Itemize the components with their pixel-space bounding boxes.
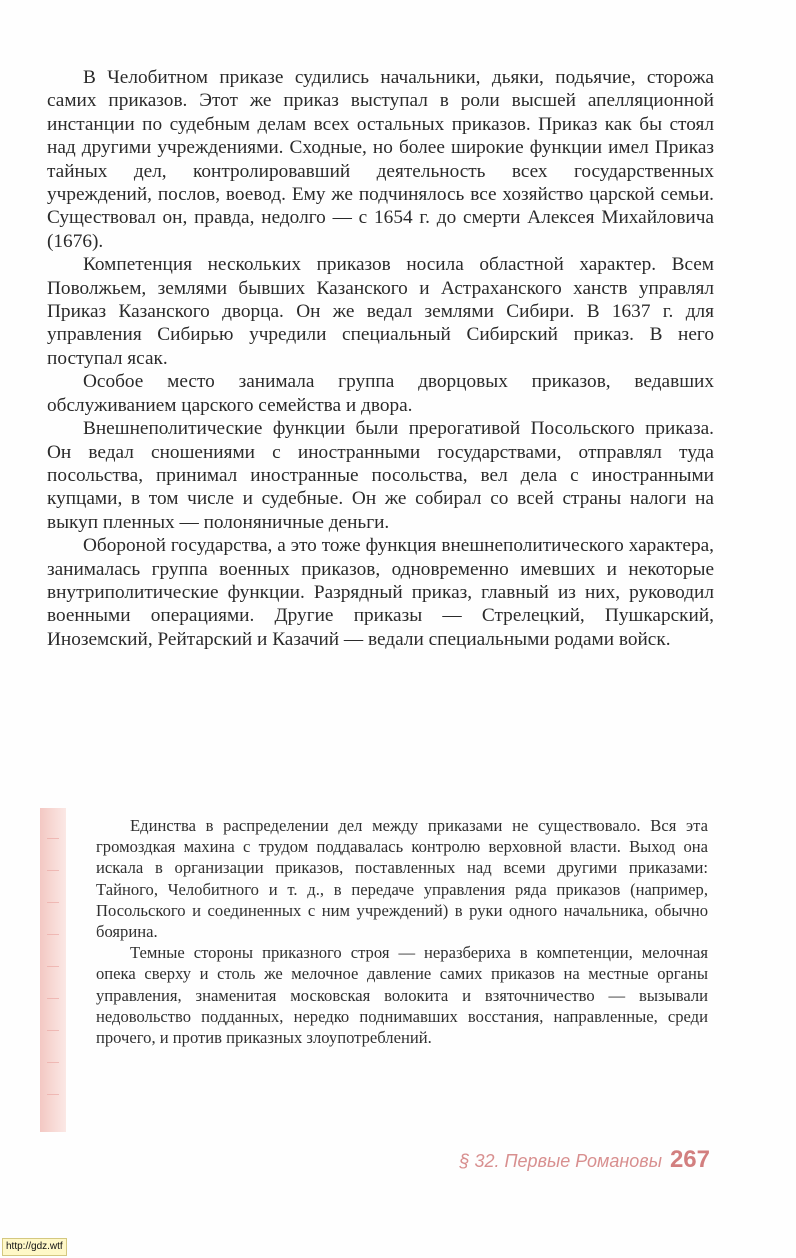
paragraph: Внешнеполитические функции были прерогативой Посольского приказа. Он ведал сношениями с иностранными государствами, отправлял туда посольства, принимал иностранные посольства, вел дела с иностранными купцами, в том числе и судебные. Он же собирал со всей страны налоги на выкуп пленных — полоняничные деньги. [47, 418, 714, 533]
page-footer [428, 1146, 710, 1180]
watermark-link[interactable]: http://gdz.wtf [2, 1238, 67, 1256]
paragraph: Обороной государства, а это тоже функция внешнеполитического характера, занималась группа военных приказов, одновременно имевших и некоторые внутриполитические функции. Разрядный приказ, главный из них, руководил военными операциями. Другие приказы — Стрелецкий, Пушкарский, Иноземский, Рейтарский и Казачий — ведали специальными родами войск. [47, 535, 714, 650]
paragraph: В Челобитном приказе судились начальники, дьяки, подьячие, сторожа самих приказов. Этот же приказ выступал в роли высшей апелляционной инстанции по судебным делам всех остальных приказов. Приказ как бы стоял над другими учреждениями. Сходные, но более широкие функции имел Приказ тайных дел, контролировавший деятельность всех государственных учреждений, послов, воевод. Ему же подчинялось все хозяйство царской семьи. Существовал он, правда, недолго — с 1654 г. до смерти Алексея Михайловича (1676). [47, 67, 714, 252]
note-paragraph: Темные стороны приказного строя — неразбериха в компетенции, мелочная опека сверху и столь же мелочное давление самих приказов на местные органы управления, знаменитая московская волокита и взяточничество — вызывали недовольство подданных, нередко поднимавших восстания, направленные, среди прочего, и против приказных злоупотреблений. [96, 943, 708, 1048]
note-paragraph: Единства в распределении дел между приказами не существовало. Вся эта громоздкая махина с трудом поддавалась контролю верховной власти. Выход она искала в организации приказов, поставленных над всеми другими приказами: Тайного, Челобитного и т. д., в передаче управления ряда приказов (например, Посольского и соединенных с ним учреждений) в руки одного начальника, обычно боярина. [96, 816, 708, 942]
paragraph: Компетенция нескольких приказов носила областной характер. Всем Поволжьем, землями бывших Казанского и Астраханского ханств управлял Приказ Казанского дворца. Он же ведал землями Сибири. В 1637 г. для управления Сибирью учредили специальный Сибирский приказ. В него поступал ясак. [47, 254, 714, 369]
page-number: 267 [669, 1146, 710, 1173]
section-title: § 32. Первые Романовы [459, 1151, 662, 1171]
main-text-block [47, 66, 714, 651]
note-text-block [96, 815, 708, 1048]
paragraph: Особое место занимала группа дворцовых приказов, ведавших обслуживанием царского семейства и двора. [47, 371, 714, 416]
note-side-decoration [40, 808, 66, 1132]
